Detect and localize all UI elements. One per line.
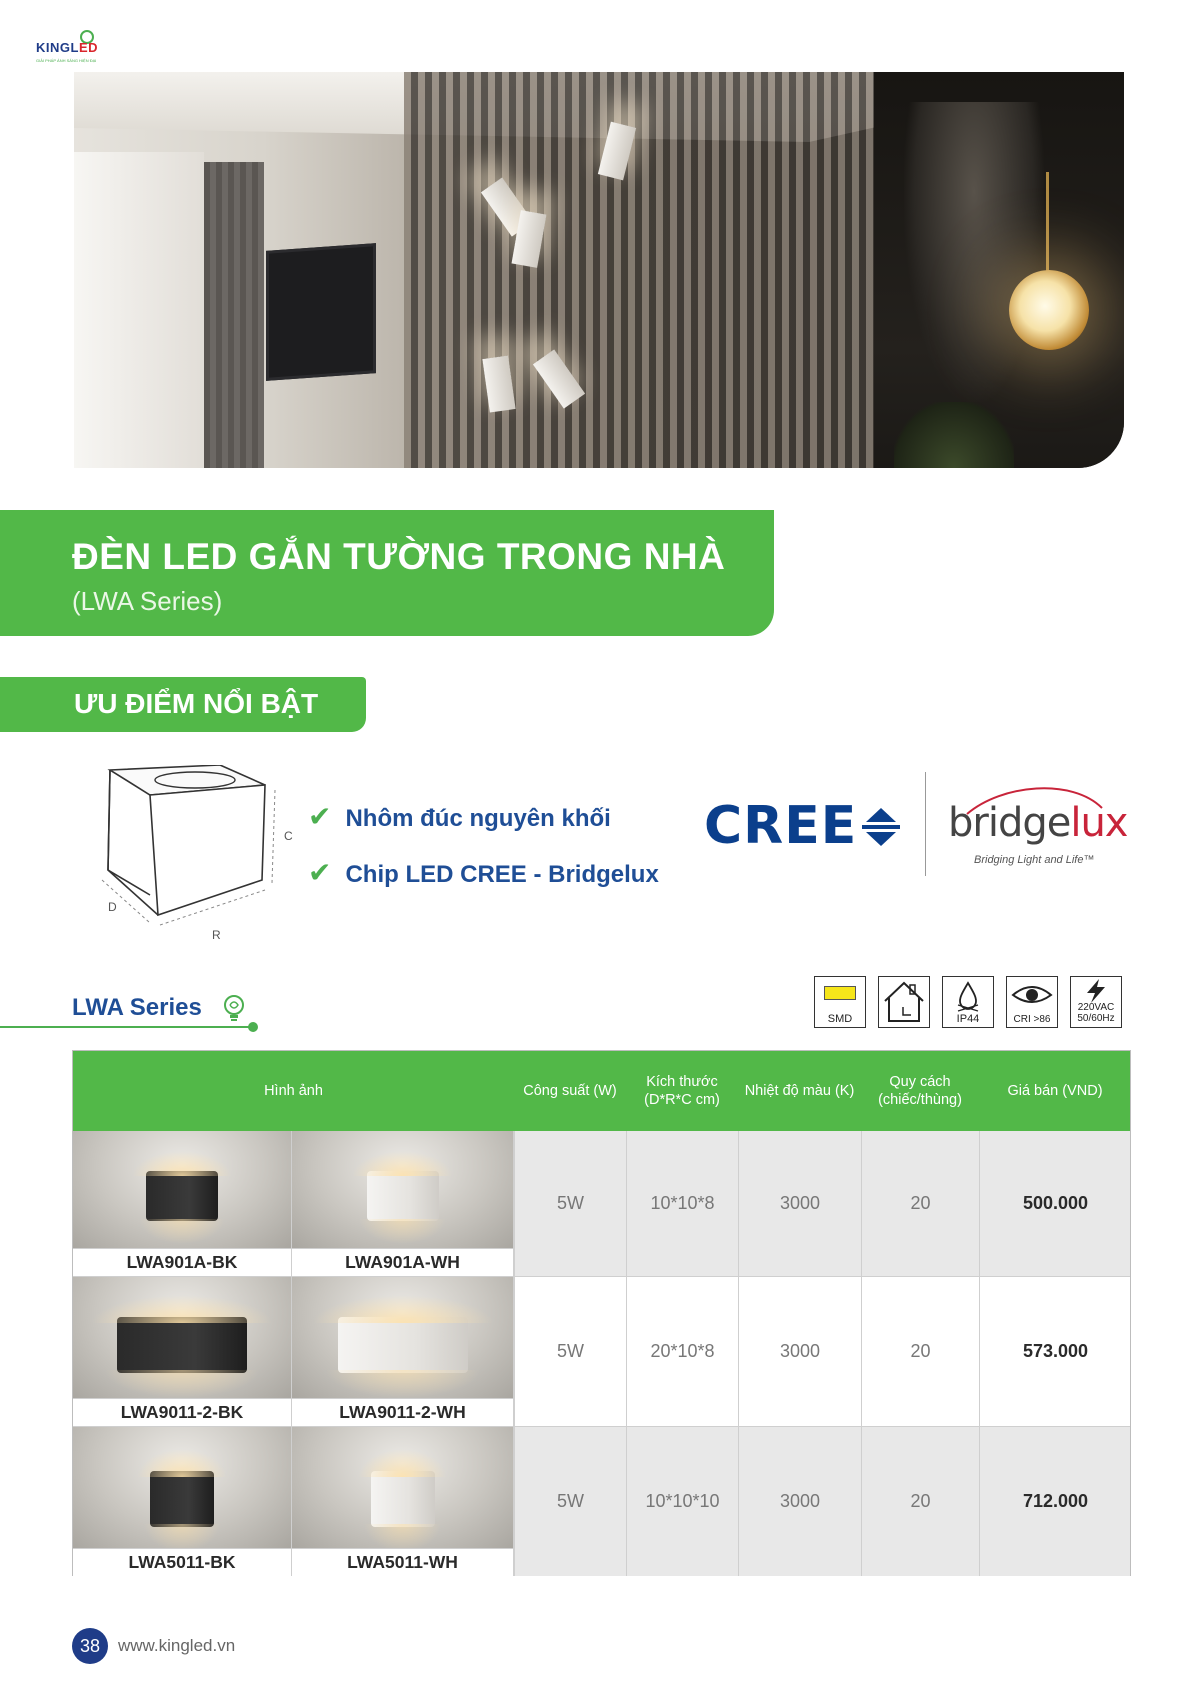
tv-image — [266, 243, 376, 381]
cell-color-temp: 3000 — [738, 1427, 861, 1576]
kingled-logo — [36, 30, 116, 66]
cell-packing: 20 — [861, 1131, 979, 1276]
cell-color-temp: 3000 — [738, 1131, 861, 1276]
series-heading: LWA Series — [72, 994, 202, 1021]
series-underline — [0, 1026, 252, 1028]
product-model: LWA9011-2-BK — [73, 1398, 291, 1426]
product-model: LWA901A-BK — [73, 1248, 291, 1276]
title-banner — [0, 510, 774, 636]
logo-wordmark: KINGLED — [36, 40, 99, 55]
bridgelux-tagline: Bridging Light and Life™ — [974, 854, 1095, 866]
product-cell — [292, 1131, 514, 1276]
cell-size: 20*10*8 — [626, 1277, 738, 1426]
cree-mark-icon — [858, 806, 904, 848]
check-icon: ✔ — [308, 857, 332, 888]
product-photo — [292, 1427, 513, 1548]
table-header — [73, 1051, 1130, 1131]
page-number-badge: 38 — [72, 1628, 108, 1664]
cell-power: 5W — [514, 1427, 626, 1576]
product-photo — [73, 1131, 291, 1248]
table-row — [73, 1131, 1130, 1276]
product-cell — [292, 1427, 514, 1576]
header-packing: Quy cách (chiếc/thùng) — [878, 1074, 962, 1108]
cockatoo-artwork-image — [904, 102, 1044, 402]
logo-tagline: GIẢI PHÁP ÁNH SÁNG HIỆN ĐẠI — [36, 58, 97, 63]
product-photo — [292, 1131, 513, 1248]
bridgelux-logo: bridgelux — [948, 800, 1128, 846]
dimension-label-c: C — [284, 829, 293, 843]
product-cell — [73, 1427, 292, 1576]
cell-power: 5W — [514, 1277, 626, 1426]
product-table — [72, 1050, 1131, 1576]
series-underline-dot — [248, 1022, 258, 1032]
dimension-label-r: R — [212, 928, 221, 942]
globe-pendant-image — [1009, 270, 1089, 350]
cell-size: 10*10*8 — [626, 1131, 738, 1276]
feature-item: ✔ Nhôm đúc nguyên khối — [308, 801, 611, 832]
indoor-house-icon — [878, 976, 930, 1028]
cell-packing: 20 — [861, 1427, 979, 1576]
advantages-heading: ƯU ĐIỂM NỔI BẬT — [74, 688, 319, 719]
cell-price: 573.000 — [979, 1277, 1131, 1426]
product-model: LWA901A-WH — [292, 1248, 513, 1276]
table-row — [73, 1277, 1130, 1426]
ip44-water-icon: IP44 — [942, 976, 994, 1028]
cell-color-temp: 3000 — [738, 1277, 861, 1426]
product-photo — [292, 1277, 513, 1398]
cree-logo: CREE — [704, 796, 858, 856]
dimension-label-d: D — [108, 900, 117, 914]
cell-price: 500.000 — [979, 1131, 1131, 1276]
smd-chip-icon: SMD — [814, 976, 866, 1028]
header-color-temp: Nhiệt độ màu (K) — [744, 1083, 855, 1099]
page-subtitle: (LWA Series) — [72, 586, 223, 616]
header-price: Giá bán (VND) — [1007, 1083, 1103, 1099]
table-row — [73, 1427, 1130, 1576]
logo-divider — [925, 772, 926, 876]
advantages-banner — [0, 677, 366, 732]
product-cell — [292, 1277, 514, 1426]
cell-price: 712.000 — [979, 1427, 1131, 1576]
cell-size: 10*10*10 — [626, 1427, 738, 1576]
product-model: LWA5011-BK — [73, 1548, 291, 1576]
header-power: Công suất (W) — [523, 1083, 617, 1099]
header-image: Hình ảnh — [264, 1083, 323, 1099]
product-cell — [73, 1131, 292, 1276]
feature-item: ✔ Chip LED CREE - Bridgelux — [308, 857, 659, 888]
check-icon: ✔ — [308, 801, 332, 832]
cell-packing: 20 — [861, 1277, 979, 1426]
product-model: LWA5011-WH — [292, 1548, 513, 1576]
product-model: LWA9011-2-WH — [292, 1398, 513, 1426]
product-photo — [73, 1277, 291, 1398]
product-photo — [73, 1427, 291, 1548]
bulb-icon — [222, 994, 246, 1024]
footer-url[interactable]: www.kingled.vn — [118, 1636, 236, 1655]
page-title: ĐÈN LED GẮN TƯỜNG TRONG NHÀ — [72, 536, 726, 577]
power-bolt-icon: 220VAC 50/60Hz — [1070, 976, 1122, 1028]
dimension-diagram — [100, 765, 300, 942]
cell-power: 5W — [514, 1131, 626, 1276]
header-size: Kích thước (D*R*C cm) — [644, 1074, 720, 1108]
product-cell — [73, 1277, 292, 1426]
eye-cri-icon: CRI >86 — [1006, 976, 1058, 1028]
hero-interior-photo — [74, 72, 1124, 468]
